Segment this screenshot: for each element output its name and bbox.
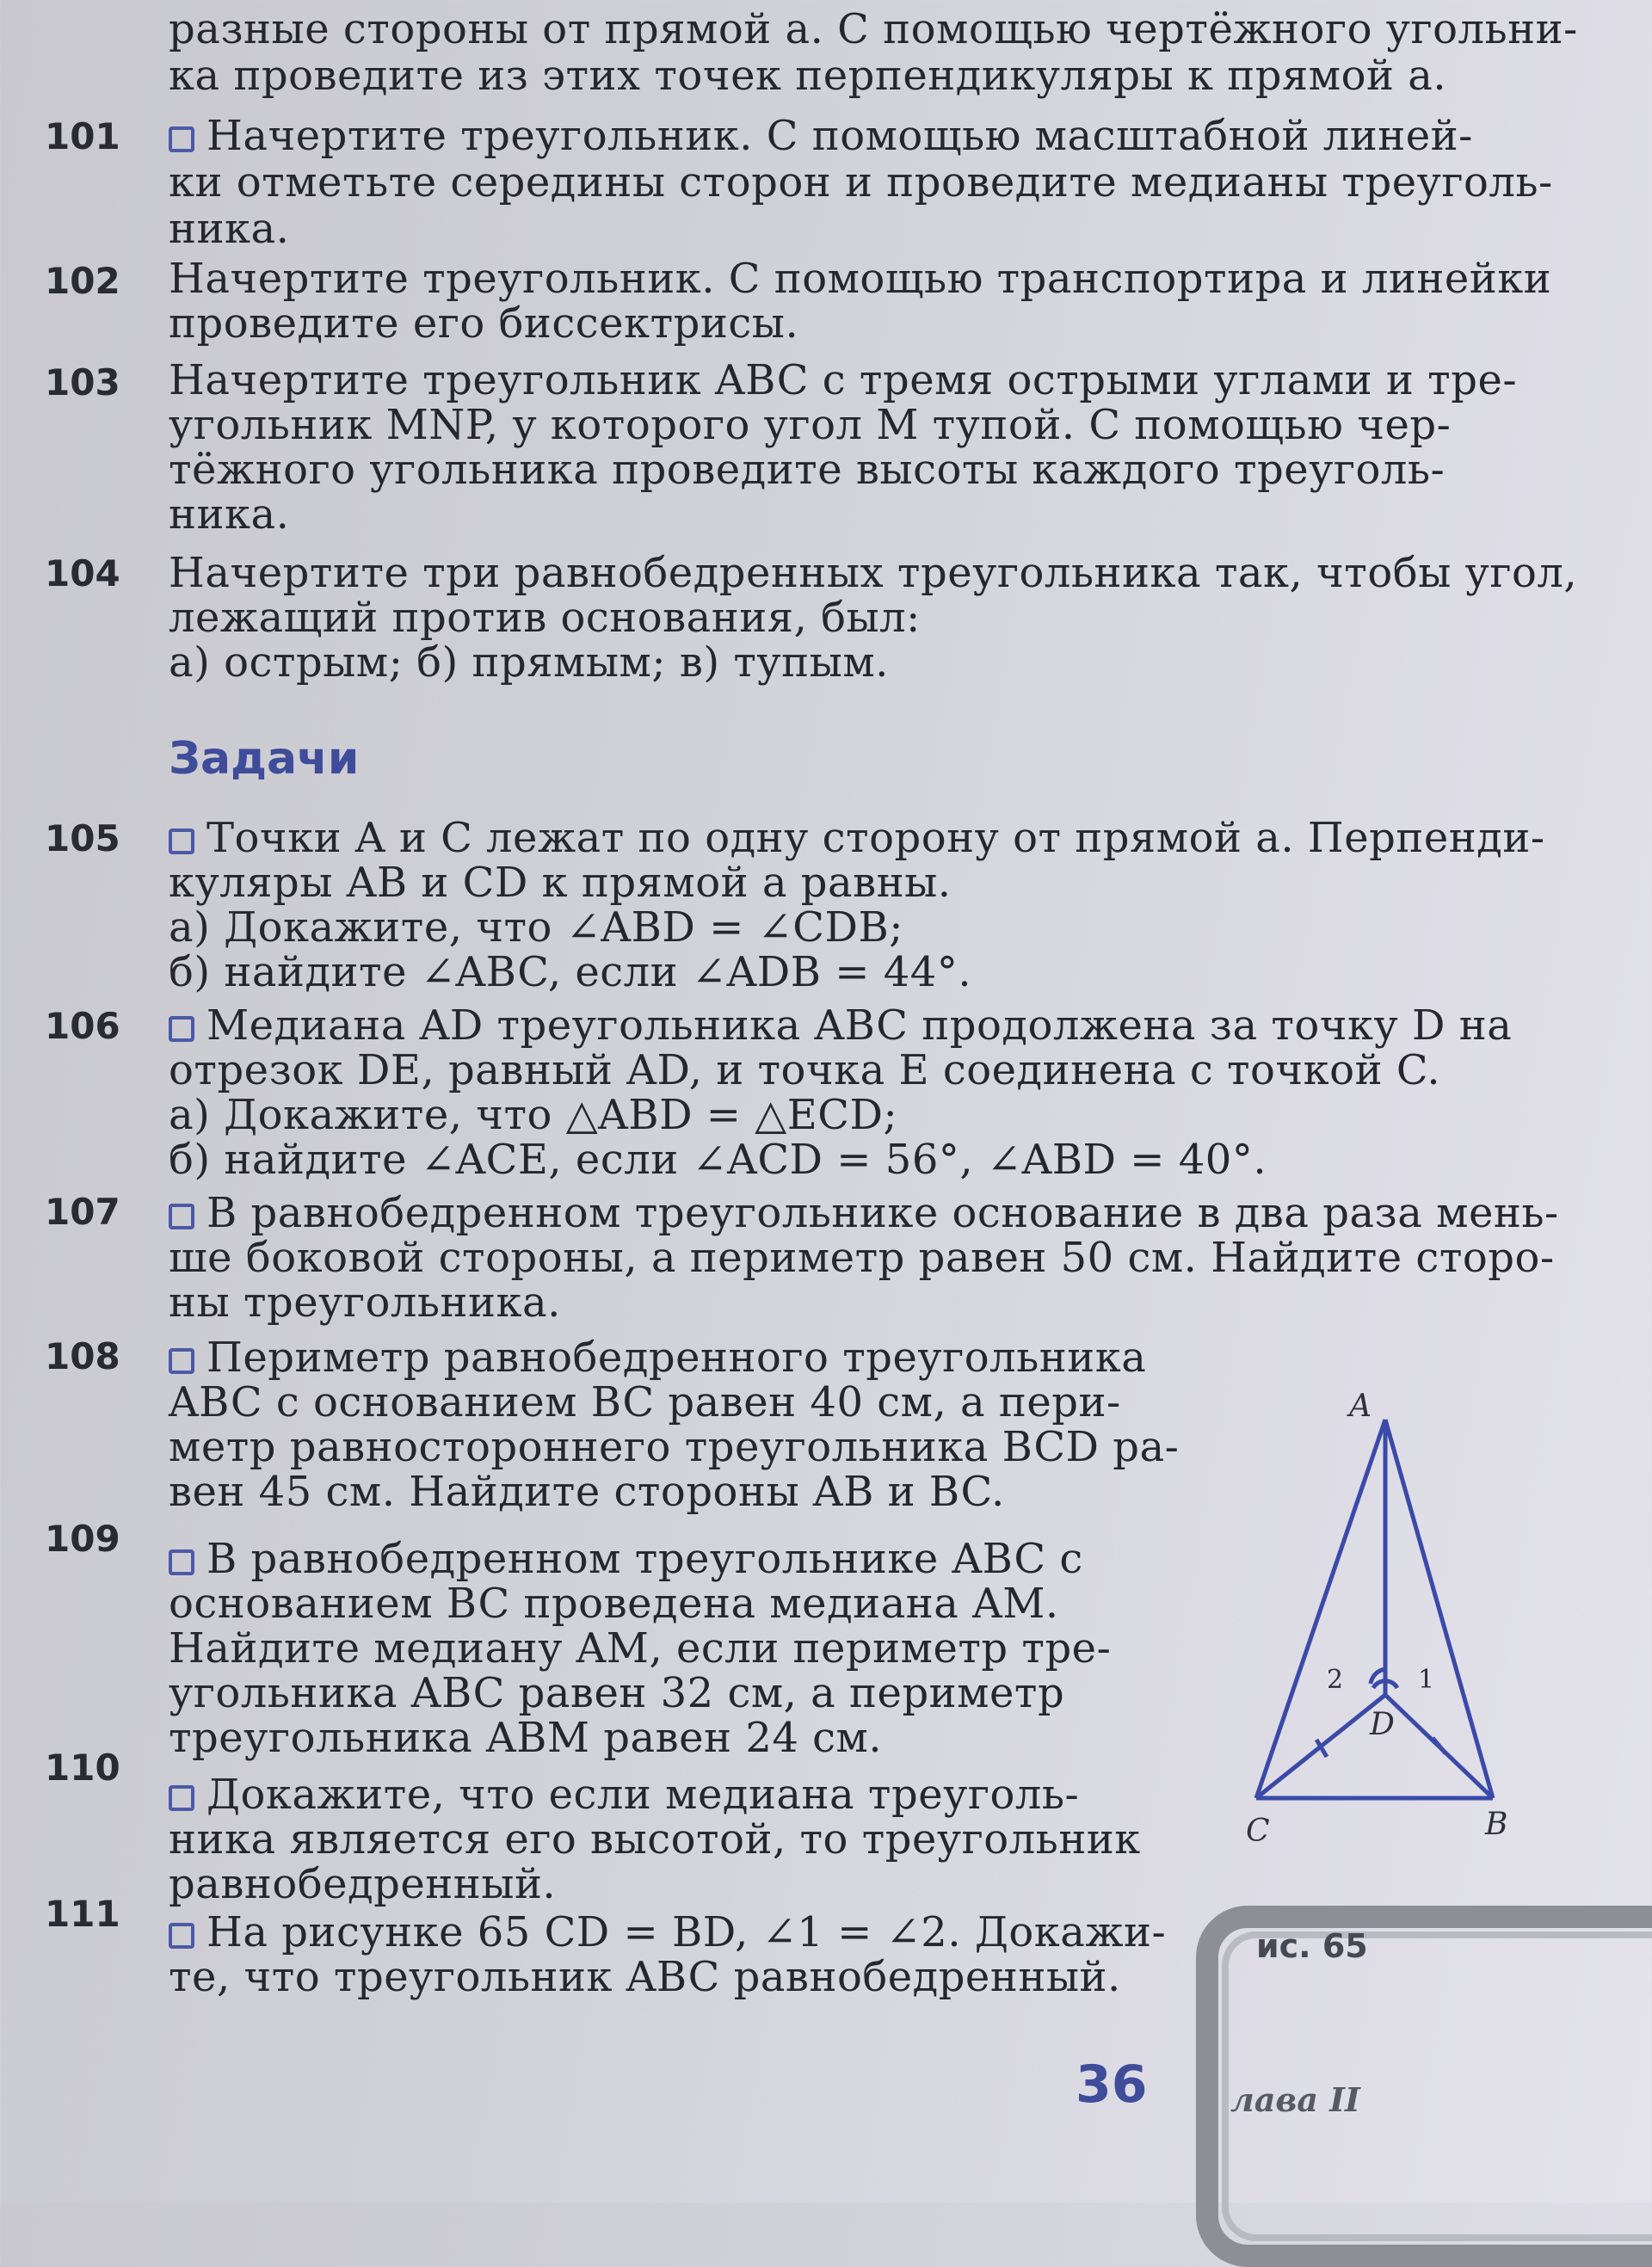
side-ab [1385, 1420, 1493, 1798]
angle-label-1: 1 [1418, 1665, 1435, 1695]
item-108-line-4: вен 45 см. Найдите стороны AB и BC. [169, 1468, 1005, 1516]
item-103-number: 103 [45, 361, 120, 404]
item-105-number: 105 [45, 817, 120, 859]
checkbox-icon [169, 1016, 194, 1042]
item-111-line-1: На рисунке 65 CD = BD, ∠1 = ∠2. Докажи- [169, 1910, 1166, 1955]
page-number: 36 [1076, 2054, 1148, 2115]
item-101-number: 101 [45, 115, 120, 157]
item-107-line-2: ше боковой стороны, а периметр равен 50 см. Найдите сторо- [169, 1234, 1555, 1282]
checkbox-icon [169, 1923, 194, 1949]
item-110-line-1: Докажите, что если медиана треуголь- [169, 1772, 1079, 1817]
item-109-line-2: основанием BC проведена медиана AM. [169, 1580, 1059, 1628]
item-110-line-3: равнобедренный. [169, 1860, 557, 1908]
item-110-number: 110 [45, 1746, 120, 1789]
checkbox-icon [169, 1204, 194, 1229]
item-101-line-3: ника. [169, 205, 290, 253]
item-109-line-3: Найдите медиану AM, если периметр тре- [169, 1624, 1112, 1673]
side-ac [1256, 1420, 1385, 1798]
checkbox-icon [169, 126, 194, 152]
section-heading: Задачи [169, 733, 360, 785]
angle-label-2: 2 [1327, 1665, 1344, 1695]
label-c: C [1246, 1814, 1270, 1849]
tick-mark-db [1433, 1738, 1446, 1753]
label-b: B [1485, 1807, 1508, 1842]
item-107-line-3: ны треугольника. [169, 1278, 561, 1327]
checkbox-icon [169, 1549, 194, 1575]
item-103-line-2: угольник MNP, у которого угол M тупой. С помощью чер- [169, 401, 1452, 449]
figure-caption: ис. 65 [1256, 1927, 1368, 1965]
item-108-line-3: метр равностороннего треугольника BCD ра- [169, 1423, 1180, 1471]
item-109-line-4: угольника ABC равен 32 см, а периметр [169, 1669, 1065, 1717]
item-109-number: 109 [45, 1518, 120, 1560]
checkbox-icon [169, 1348, 194, 1374]
item-107-line-1: В равнобедренном треугольнике основание в два раза мень- [169, 1191, 1559, 1235]
item-109-line-5: треугольника ABM равен 24 см. [169, 1714, 883, 1762]
item-104-line-2: лежащий против основания, был: [169, 594, 921, 642]
item-106-line-4: б) найдите ∠ACE, если ∠ACD = 56°, ∠ABD = 40°. [169, 1136, 1267, 1184]
item-108-line-2: ABC с основанием BC равен 40 см, а пери- [169, 1378, 1121, 1426]
item-101-line-2: ки отметьте середины сторон и проведите медианы треуголь- [169, 158, 1553, 206]
item-100-line-2: ка проведите из этих точек перпендикуляры к прямой a. [169, 52, 1447, 100]
item-102-number: 102 [45, 260, 120, 302]
item-105-line-2: куляры AB и CD к прямой a равны. [169, 859, 952, 907]
item-102-line-1: Начертите треугольник. С помощью транспортира и линейки [169, 255, 1552, 303]
checkbox-icon [169, 829, 194, 854]
item-101-line-1: Начертите треугольник. С помощью масштабной линей- [169, 114, 1473, 158]
item-105-line-1: Точки A и C лежат по одну сторону от прямой a. Перпенди- [169, 816, 1545, 860]
item-104-line-1: Начертите три равнобедренных треугольника так, чтобы угол, [169, 549, 1578, 597]
item-100-line-1: разные стороны от прямой a. С помощью чертёжного угольни- [169, 5, 1578, 53]
item-111-number: 111 [45, 1893, 120, 1935]
item-109-line-1: В равнобедренном треугольнике ABC с [169, 1537, 1083, 1581]
item-105-line-3: а) Докажите, что ∠ABD = ∠CDB; [169, 903, 903, 952]
item-110-line-2: ника является его высотой, то треугольник [169, 1815, 1141, 1863]
item-106-line-1: Медиана AD треугольника ABC продолжена за точку D на [169, 1003, 1512, 1048]
item-105-line-4: б) найдите ∠ABC, если ∠ADB = 44°. [169, 948, 972, 996]
item-102-line-2: проведите его биссектрисы. [169, 299, 799, 348]
item-103-line-3: тёжного угольника проведите высоты каждого треуголь- [169, 446, 1446, 494]
item-108-line-1: Периметр равнобедренного треугольника [169, 1335, 1146, 1380]
item-103-line-4: ника. [169, 490, 290, 539]
item-106-line-3: а) Докажите, что △ABD = △ECD; [169, 1091, 898, 1139]
item-106-line-2: отрезок DE, равный AD, и точка E соединена с точкой C. [169, 1046, 1441, 1094]
item-111-line-2: те, что треугольник ABC равнобедренный. [169, 1953, 1121, 2001]
item-106-number: 106 [45, 1005, 120, 1047]
item-104-line-3: а) острым; б) прямым; в) тупым. [169, 638, 889, 687]
item-103-line-1: Начертите треугольник ABC с тремя острыми углами и тре- [169, 356, 1518, 404]
item-107-number: 107 [45, 1191, 120, 1233]
triangle-figure [1205, 1385, 1566, 1867]
label-d: D [1370, 1707, 1395, 1742]
chapter-label: лава II [1230, 2080, 1360, 2119]
label-a: A [1349, 1389, 1372, 1424]
checkbox-icon [169, 1785, 194, 1811]
item-104-number: 104 [45, 552, 120, 594]
item-108-number: 108 [45, 1335, 120, 1377]
